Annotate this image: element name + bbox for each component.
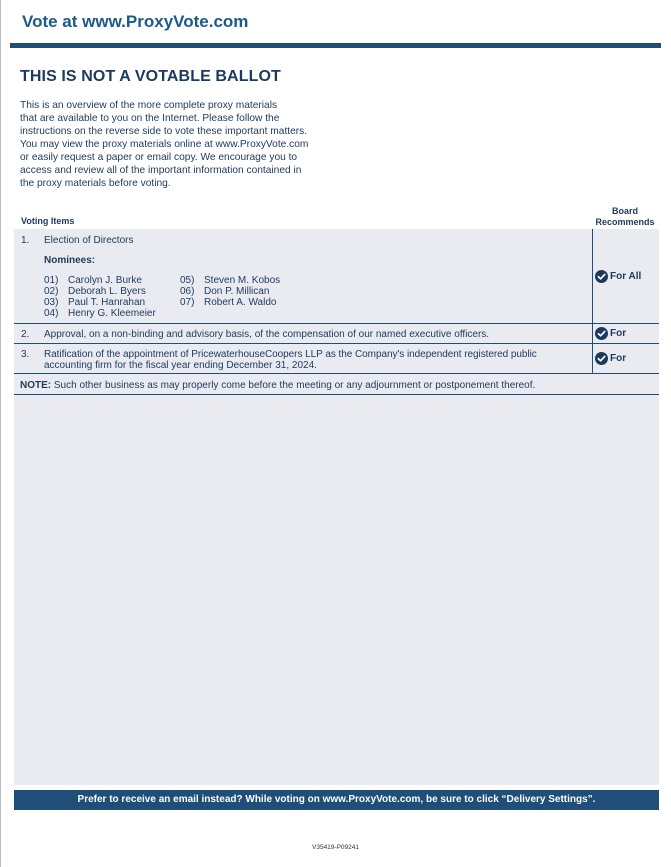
- nominee: [44, 297, 145, 308]
- nominee-number: 06): [180, 286, 195, 297]
- vote-site-header: Vote at www.ProxyVote.com: [22, 12, 249, 31]
- nominee-number: 03): [44, 297, 59, 308]
- recommendation-column-divider: [592, 229, 593, 373]
- item-text-line: Ratification of the appointment of PricewaterhouseCoopers LLP as the Company's independent registered public: [44, 349, 537, 360]
- nominee-number: 01): [44, 275, 59, 286]
- recommendation-for: [595, 327, 626, 340]
- email-delivery-banner: Prefer to receive an email instead? While voting on www.ProxyVote.com, be sure to click “Delivery Settings”.: [14, 790, 659, 810]
- intro-paragraph: [20, 99, 335, 190]
- nominee: [180, 275, 280, 286]
- intro-line: This is an overview of the more complete proxy materials: [20, 100, 278, 111]
- row-divider: [14, 373, 659, 374]
- voting-items-header: Voting Items: [21, 216, 75, 226]
- nominee: [44, 286, 146, 297]
- item-text: Approval, on a non-binding and advisory basis, of the compensation of our named executive officers.: [44, 329, 490, 340]
- recommendation-for: [595, 352, 626, 365]
- intro-line: instructions on the reverse side to vote these important matters.: [20, 126, 308, 137]
- document-code: V35419-P09241: [312, 844, 359, 851]
- page-title: THIS IS NOT A VOTABLE BALLOT: [20, 68, 281, 85]
- item-number: 1.: [21, 235, 30, 246]
- intro-line: You may view the proxy materials online at www.ProxyVote.com: [20, 139, 309, 150]
- item-text: [44, 349, 589, 371]
- note-body: Such other business as may properly come before the meeting or any adjournment or postponement thereof.: [51, 380, 536, 391]
- item-text: Election of Directors: [44, 235, 134, 246]
- header-bar: [10, 43, 661, 48]
- board-recommends-header: [592, 206, 658, 228]
- board-header-line: Board: [611, 206, 638, 216]
- nominee: [180, 297, 276, 308]
- intro-line: the proxy materials before voting.: [20, 178, 171, 189]
- item-text-line: accounting firm for the fiscal year ending December 31, 2024.: [44, 360, 317, 371]
- intro-line: or easily request a paper or email copy. We encourage you to: [20, 152, 298, 163]
- nominee: [180, 286, 269, 297]
- nominee: [44, 275, 142, 286]
- nominee-name: Don P. Millican: [204, 286, 270, 297]
- nominees-label: Nominees:: [44, 255, 96, 266]
- check-circle-icon: [595, 327, 608, 340]
- nominee-number: 05): [180, 275, 195, 286]
- check-circle-icon: [595, 270, 608, 283]
- item-number: 3.: [21, 349, 30, 360]
- recommendation-label: For: [610, 353, 627, 364]
- recommendation-label: For All: [610, 271, 642, 282]
- nominee: [44, 308, 156, 319]
- nominee-name: Deborah L. Byers: [68, 286, 146, 297]
- intro-line: access and review all of the important information contained in: [20, 165, 302, 176]
- item-number: 2.: [21, 329, 30, 340]
- nominee-number: 04): [44, 308, 59, 319]
- page-edge-rule: [0, 0, 1, 867]
- row-divider: [14, 394, 659, 395]
- board-header-line: Recommends: [595, 217, 655, 227]
- intro-line: that are available to you on the Internet. Please follow the: [20, 113, 280, 124]
- nominee-name: Paul T. Hanrahan: [68, 297, 146, 308]
- row-divider: [14, 323, 659, 324]
- check-circle-icon: [595, 352, 608, 365]
- note-text: [20, 380, 535, 391]
- nominee-name: Steven M. Kobos: [204, 275, 281, 286]
- nominee-number: 02): [44, 286, 59, 297]
- row-divider: [14, 343, 659, 344]
- nominee-name: Henry G. Kleemeier: [68, 308, 156, 319]
- recommendation-for-all: [595, 270, 641, 283]
- nominee-name: Robert A. Waldo: [204, 297, 277, 308]
- nominee-number: 07): [180, 297, 195, 308]
- recommendation-label: For: [610, 328, 627, 339]
- note-label: NOTE:: [20, 380, 52, 391]
- nominee-name: Carolyn J. Burke: [68, 275, 142, 286]
